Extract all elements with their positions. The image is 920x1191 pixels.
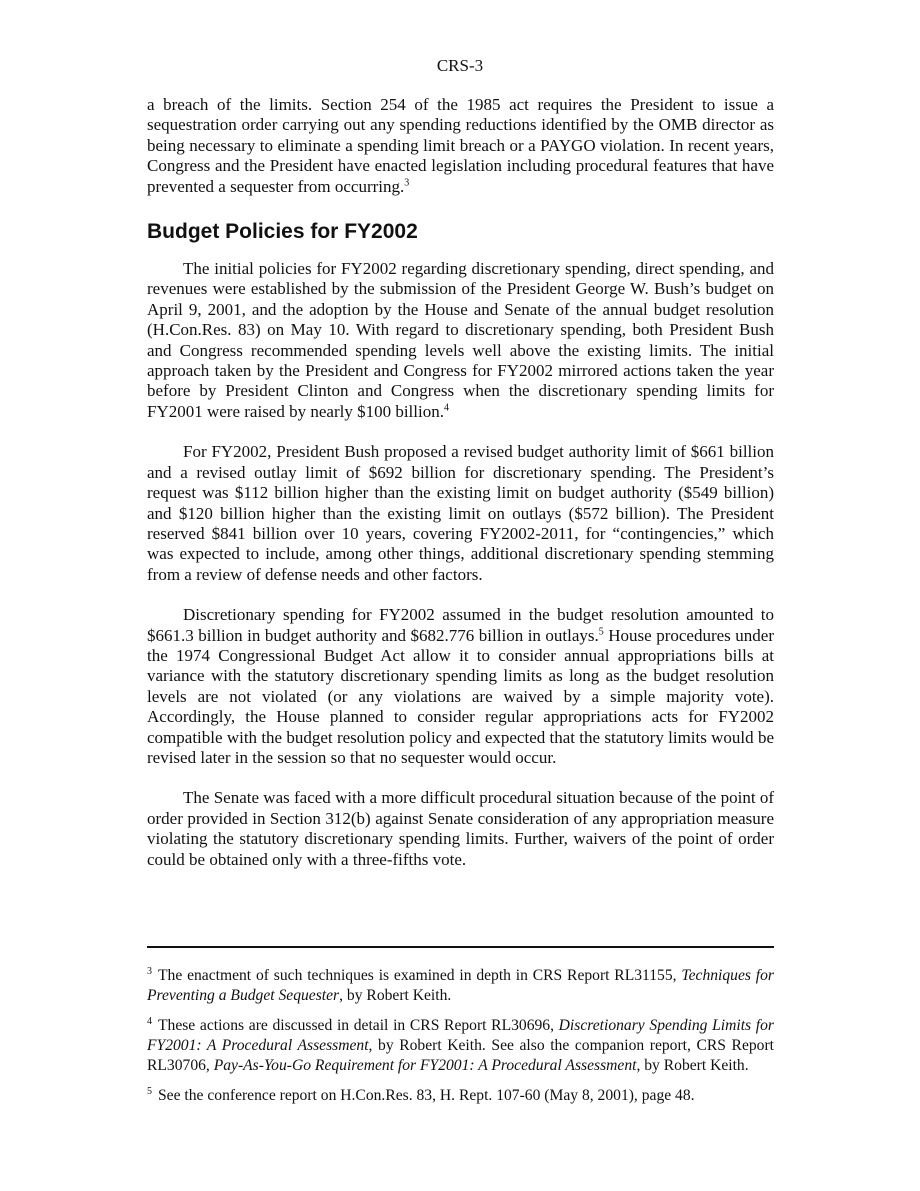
page-number: CRS-3 bbox=[436, 56, 484, 75]
carryover-paragraph bbox=[147, 95, 774, 197]
footnote-text: These actions are discussed in detail in CRS Report RL30696, bbox=[158, 1017, 559, 1034]
paragraph-text: The initial policies for FY2002 regarding discretionary spending, direct spending, and revenues were established by the submission of the President George W. Bush’s budget on April 9, 2001, and the adoption by the House and Senate of the annual budget resolution (H.Con.Res. 83) on May 10. With regard to discretionary spending, both President Bush and Congress recommended spending levels well above the existing limits. The initial approach taken by the President and Congress for FY2002 mirrored actions taken the year before by President Clinton and Congress when the discretionary spending limits for FY2001 were raised by nearly $100 billion. bbox=[147, 259, 774, 421]
paragraph-initial-policies bbox=[147, 259, 774, 422]
paragraph-text: For FY2002, President Bush proposed a revised budget authority limit of $661 billion and a revised outlay limit of $692 billion for discretionary spending. The President’s request was $112 billion higher than the existing limit on budget authority ($549 billion) and $120 billion higher than the existing limit on outlays ($572 billion). The President reserved $841 billion over 10 years, covering FY2002-2011, for “contingencies,” which was expected to include, among other things, additional discretionary spending stemming from a review of defense needs and other factors. bbox=[147, 442, 774, 584]
footnote-number: 5 bbox=[147, 1085, 152, 1097]
footnote-ref-5: 5 bbox=[598, 625, 604, 637]
footnote-report-title: Discretionary Spending Limits for FY2001: A Procedural Assessment bbox=[147, 1017, 774, 1054]
paragraph-bush-proposal bbox=[147, 442, 774, 585]
footnote-5 bbox=[147, 1086, 774, 1106]
footnote-3 bbox=[147, 966, 774, 1006]
footnote-text-end: , by Robert Keith. bbox=[339, 987, 452, 1004]
main-text bbox=[147, 95, 774, 870]
footnote-4 bbox=[147, 1016, 774, 1076]
paragraph-text: a breach of the limits. Section 254 of the 1985 act requires the President to issue a sequestration order carrying out any spending reductions identified by the OMB director as being necessary to eliminate a spending limit breach or a PAYGO violation. In recent years, Congress and the President have enacted legislation including procedural features that have prevented a sequester from occurring. bbox=[147, 95, 774, 196]
footnote-number: 4 bbox=[147, 1015, 152, 1027]
footnote-ref-3: 3 bbox=[404, 176, 410, 188]
footnote-ref-4: 4 bbox=[443, 402, 449, 414]
paragraph-text: Discretionary spending for FY2002 assumed in the budget resolution amounted to $661.3 billion in budget authority and $682.776 billion in outlays. bbox=[147, 605, 774, 645]
footnote-text: See the conference report on H.Con.Res. 83, H. Rept. 107-60 (May 8, 2001), page 48. bbox=[158, 1087, 695, 1104]
paragraph-budget-resolution bbox=[147, 605, 774, 768]
paragraph-text-continued: House procedures under the 1974 Congressional Budget Act allow it to consider annual appropriations bills at variance with the statutory discretionary spending limits as long as the budget resolution levels are not violated (or any violations are waived by a simple majority vote). Accordingly, the House planned to consider regular appropriations acts for FY2002 compatible with the budget resolution policy and expected that the statutory limits would be revised later in the session so that no sequester would occur. bbox=[147, 625, 774, 767]
footnote-number: 3 bbox=[147, 965, 152, 977]
footnotes bbox=[147, 966, 774, 1116]
footnote-text: The enactment of such techniques is examined in depth in CRS Report RL31155, bbox=[158, 967, 682, 984]
paragraph-senate-procedure bbox=[147, 788, 774, 870]
footnote-divider bbox=[147, 946, 774, 948]
footnote-text-middle: , by Robert Keith. See also the companion report, CRS Report RL30706, bbox=[147, 1037, 774, 1074]
section-heading: Budget Policies for FY2002 bbox=[147, 220, 418, 244]
paragraph-text: The Senate was faced with a more difficult procedural situation because of the point of order provided in Section 312(b) against Senate consideration of any appropriation measure violating the statutory discretionary spending limits. Further, waivers of the point of order could be obtained only with a three-fifths vote. bbox=[147, 788, 774, 869]
footnote-report-title-2: Pay-As-You-Go Requirement for FY2001: A Procedural Assessment bbox=[213, 1057, 637, 1074]
footnote-report-title: Techniques for Preventing a Budget Sequester bbox=[147, 967, 774, 1004]
footnote-text-end: , by Robert Keith. bbox=[636, 1057, 749, 1074]
